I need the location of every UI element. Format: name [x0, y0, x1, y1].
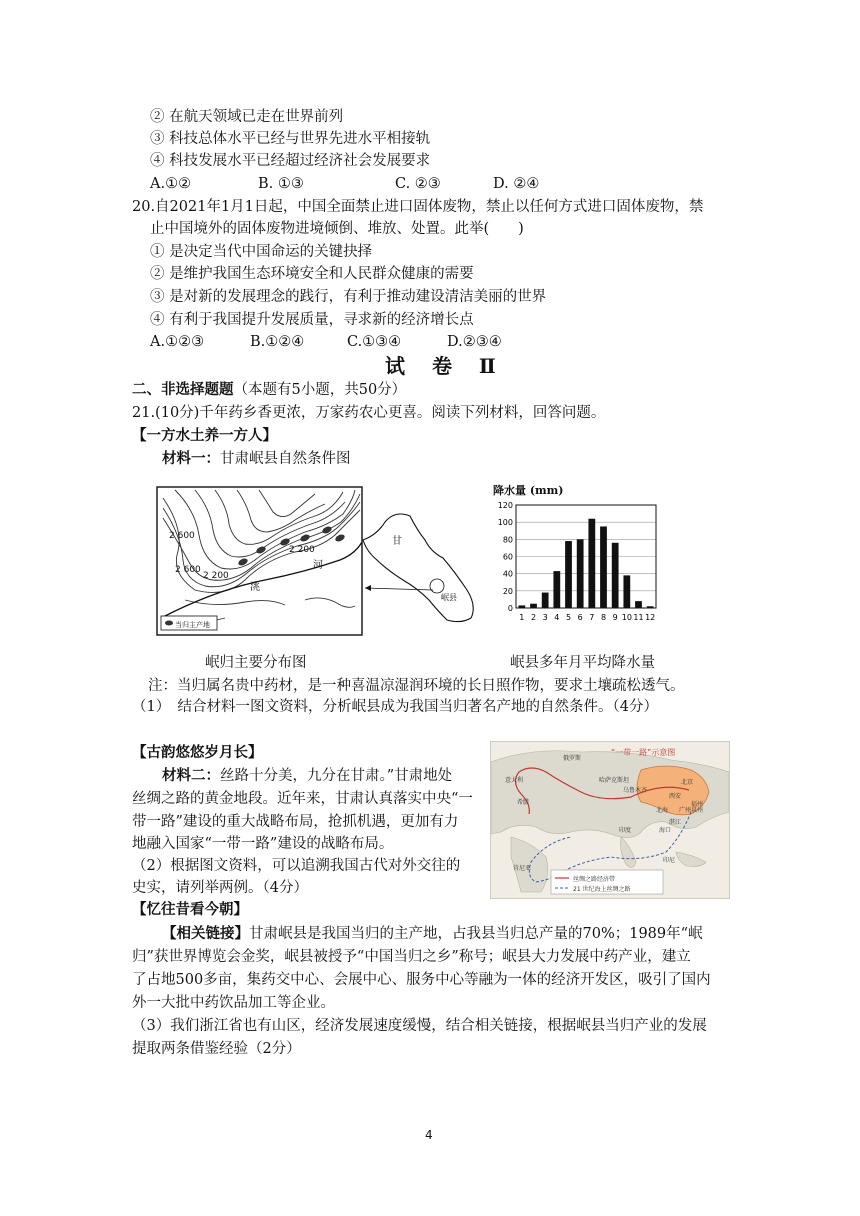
- contour-label-3: 2 200: [203, 571, 229, 581]
- link-line3: 了占地500多亩，集药交中心、会展中心、服务中心等融为一体的经济开发区，吸引了国内: [132, 972, 711, 988]
- section-heading: [132, 380, 406, 400]
- min-county-map: [155, 480, 490, 645]
- chart-y-tick-labels: [498, 501, 513, 613]
- river-char-he: 河: [313, 560, 323, 571]
- bar-month-11: [635, 601, 642, 608]
- place-quanzhou: 泉州: [691, 807, 704, 814]
- place-greece: 希腊: [517, 799, 530, 806]
- place-indonesia: 印尼: [663, 857, 676, 864]
- x-tick-label: 3: [542, 613, 548, 622]
- question-2-line2: 史实，请列举两例。（4分）: [132, 880, 308, 896]
- q19-choice-b[interactable]: B. ①③: [258, 176, 304, 192]
- material-2-line3: 带一路”建设的重大战略布局，抢抓机遇，更加有力: [132, 814, 459, 830]
- bar-month-10: [623, 575, 630, 608]
- q21-intro: 21.(10分)千年药乡香更浓，万家药农心更喜。阅读下列材料，回答问题。: [132, 405, 606, 421]
- y-tick-label: 20: [502, 586, 513, 596]
- x-tick-label: 9: [612, 613, 618, 622]
- y-tick-label: 80: [502, 535, 513, 545]
- q20-stem-line1: 20.自2021年1月1日起，中国全面禁止进口固体废物，禁止以任何方式进口固体废物，禁: [132, 199, 704, 215]
- bar-month-9: [612, 543, 619, 608]
- q20-option-3: ③ 是对新的发展理念的践行，有利于推动建设清洁美丽的世界: [150, 289, 547, 305]
- x-tick-label: 12: [645, 613, 656, 622]
- place-xian: 西安: [669, 793, 682, 800]
- material-2-line2: 丝绸之路的黄金地段。近年来，甘肃认真落实中央“一: [132, 791, 473, 807]
- bar-month-5: [565, 541, 572, 608]
- legend-maritime-label: 21 世纪海上丝绸之路: [573, 886, 631, 893]
- page-number: 4: [425, 1128, 433, 1142]
- place-haikou: 海口: [659, 827, 672, 834]
- material-2-line1: [162, 766, 452, 786]
- q19-choice-c[interactable]: C. ②③: [395, 176, 441, 192]
- section-title: 试 卷 Ⅱ: [385, 354, 506, 378]
- x-tick-label: 4: [554, 613, 560, 622]
- y-tick-label: 60: [502, 552, 513, 562]
- place-india: 印度: [619, 827, 632, 834]
- x-tick-label: 10: [621, 613, 632, 622]
- bar-month-4: [553, 571, 560, 608]
- q20-choices: [150, 332, 502, 352]
- x-tick-label: 6: [577, 613, 583, 622]
- chart-x-tick-labels: [519, 613, 655, 622]
- question-2-line1: （2）根据图文资料，可以追溯我国古代对外交往的: [132, 858, 461, 874]
- question-1: （1） 结合材料一图文资料，分析岷县成为我国当归著名产地的自然条件。（4分）: [132, 699, 658, 715]
- x-tick-label: 2: [530, 613, 537, 622]
- bar-month-3: [542, 593, 549, 608]
- q19-option-3: ③ 科技总体水平已经与世界先进水平相接轨: [150, 131, 431, 147]
- contour-label-4: 2 200: [289, 545, 315, 555]
- legend-symbol-icon: [165, 621, 173, 626]
- x-tick-label: 7: [589, 613, 595, 622]
- y-tick-label: 120: [497, 501, 513, 510]
- gansu-province-outline: [363, 514, 473, 622]
- q20-option-4: ④ 有利于我国提升发展质量，寻求新的经济增长点: [150, 312, 474, 328]
- bar-month-2: [530, 604, 537, 608]
- province-char: 甘: [392, 536, 402, 547]
- bar-month-7: [588, 519, 595, 608]
- q20-option-2: ② 是维护我国生态环境安全和人民群众健康的需要: [150, 266, 474, 282]
- place-italy: 意大利: [505, 777, 524, 784]
- legend-label: 当归主产地: [175, 621, 210, 629]
- material-2-text-1: 丝路十分美，九分在甘肃。”甘肃地处: [220, 768, 453, 784]
- q19-choice-d[interactable]: D. ②④: [493, 176, 540, 192]
- y-tick-label: 100: [497, 518, 513, 528]
- link-line2: 归”获世界博览会金奖，岷县被授予“中国当归之乡”称号；岷县大力发展中药产业，建立: [132, 949, 691, 965]
- place-kenya: 肯尼亚: [513, 865, 532, 872]
- q19-option-4: ④ 科技发展水平已经超过经济社会发展要求: [150, 153, 431, 169]
- q20-choice-b[interactable]: B.①②④: [250, 334, 305, 350]
- chart-gridlines: [516, 505, 656, 608]
- section-heading-label: 二、非选择题题: [132, 381, 234, 398]
- bar-month-8: [600, 526, 607, 608]
- material-1-caption: [162, 449, 351, 469]
- place-russia: 俄罗斯: [563, 755, 582, 762]
- bar-month-6: [577, 539, 584, 608]
- contour-label-2: 2 600: [175, 565, 201, 575]
- link-line1: [162, 924, 703, 944]
- q19-choices: [150, 174, 539, 194]
- x-tick-label: 5: [565, 613, 572, 622]
- q20-choice-a[interactable]: A.①②③: [150, 334, 205, 350]
- chart-bars: [518, 519, 653, 608]
- material-2-label: 材料二：: [162, 767, 220, 784]
- y-tick-label: 40: [502, 569, 513, 579]
- chart-caption: 岷县多年月平均降水量: [510, 655, 655, 671]
- material-1-label: 材料一：: [162, 450, 220, 467]
- place-zhanjiang: 湛江: [669, 819, 682, 826]
- q20-stem-line2: 止中国境外的固体废物进境倾倒、堆放、处置。此举( ): [150, 221, 524, 237]
- place-fuzhou: 福州: [691, 801, 704, 808]
- q19-choice-a[interactable]: A.①②: [150, 176, 192, 192]
- x-tick-label: 11: [633, 613, 644, 622]
- place-kazakhstan: 哈萨克斯坦: [599, 777, 630, 784]
- precipitation-chart: [488, 480, 668, 635]
- q19-option-2: ② 在航天领域已走在世界前列: [150, 109, 344, 125]
- legend-belt-label: 丝绸之路经济带: [573, 876, 616, 883]
- chart-title: 降水量 (mm): [493, 484, 564, 497]
- question-3-line1: （3）我们浙江省也有山区，经济发展速度缓慢，结合相关链接，根据岷县当归产业的发展: [132, 1018, 707, 1034]
- link-text-1: 甘肃岷县是我国当归的主产地，占我县当归总产量的70%；1989年“岷: [249, 926, 703, 942]
- y-tick-label: 0: [507, 604, 513, 613]
- section-heading-note: （本题有5小题，共50分）: [233, 382, 407, 398]
- county-label: 岷县: [441, 593, 457, 602]
- q20-choice-c[interactable]: C.①③④: [347, 334, 402, 350]
- question-3-line2: 提取两条借鉴经验（2分）: [132, 1041, 301, 1057]
- x-tick-label: 1: [519, 613, 525, 622]
- place-beijing: 北京: [681, 779, 694, 786]
- x-tick-label: 8: [600, 613, 607, 622]
- material-1-text: 甘肃岷县自然条件图: [220, 451, 351, 467]
- sub1-title: 【一方水土养一方人】: [132, 427, 277, 444]
- place-guangzhou: 广州: [679, 807, 692, 814]
- map2-title: “一带一路”示意图: [611, 748, 676, 757]
- material-2-line4: 地融入国家“一带一路”建设的战略布局。: [132, 836, 394, 852]
- q20-option-1: ① 是决定当代中国命运的关键抉择: [150, 244, 373, 260]
- link-line4: 外一大批中药饮品加工等企业。: [132, 995, 335, 1011]
- link-label: 【相关链接】: [162, 925, 249, 942]
- place-urumqi: 乌鲁木齐: [623, 787, 648, 794]
- place-beihai: 北海: [656, 807, 669, 814]
- map1-caption: 岷归主要分布图: [205, 655, 307, 671]
- q20-choice-d[interactable]: D.②③④: [447, 334, 502, 350]
- belt-and-road-map: [490, 741, 730, 899]
- contour-label-1: 2 600: [169, 531, 195, 541]
- sub3-title: 【忆往昔看今朝】: [132, 901, 248, 918]
- pointer-arrow-icon: [365, 585, 371, 591]
- river-char-tao: 洮: [250, 582, 260, 593]
- note: 注：当归属名贵中药材，是一种喜温凉湿润环境的长日照作物，要求土壤疏松透气。: [148, 678, 685, 694]
- sub2-title: 【古韵悠悠岁月长】: [132, 744, 263, 761]
